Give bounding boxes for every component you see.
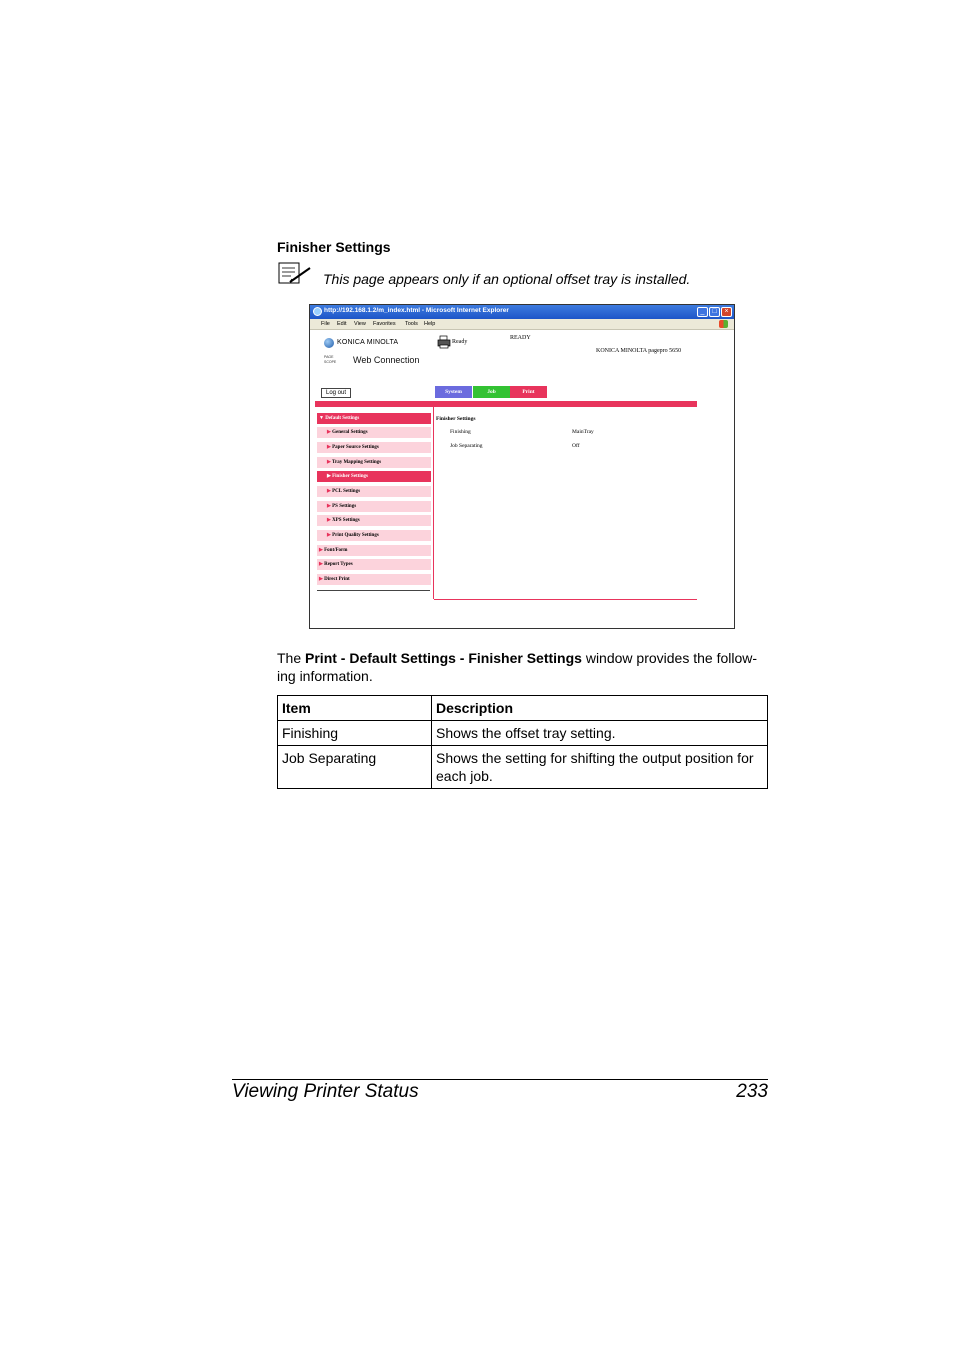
sidebar-item[interactable]: [317, 574, 431, 585]
sidebar-item[interactable]: [317, 530, 431, 541]
nav-divider: [317, 590, 430, 591]
menu-bar: [310, 319, 734, 330]
setting-label-job-separating: Job Separating: [450, 443, 483, 449]
printer-status-message: READY: [510, 335, 531, 341]
triangle-right-icon: ▶: [327, 430, 331, 435]
maximize-button[interactable]: □: [709, 307, 720, 317]
menu-edit[interactable]: Edit: [337, 321, 347, 327]
sidebar-item[interactable]: [317, 442, 431, 453]
description-paragraph: [277, 649, 769, 685]
content-divider: [433, 407, 434, 599]
printer-status: Ready: [452, 339, 468, 345]
sidebar-item[interactable]: [317, 457, 431, 468]
sidebar-item-label: PS Settings: [332, 504, 357, 509]
content-bottom-divider: [434, 599, 697, 600]
browser-screenshot: [309, 304, 735, 629]
pagescope-logo: PAGE SCOPE: [324, 355, 337, 364]
table-cell: Shows the setting for shifting the output position for each job.: [432, 746, 768, 789]
footer-title: Viewing Printer Status: [232, 1081, 419, 1102]
sidebar-item-label: Direct Print: [324, 577, 350, 582]
brand-name: KONICA MINOLTA: [337, 339, 399, 346]
table-header-item: Item: [278, 696, 432, 721]
close-button[interactable]: ×: [721, 307, 732, 317]
page-number: 233: [736, 1081, 768, 1102]
menu-favorites[interactable]: Favorites: [373, 321, 396, 327]
table-row: [278, 721, 768, 746]
sidebar-item[interactable]: [317, 559, 431, 570]
minimize-button[interactable]: _: [697, 307, 708, 317]
sidebar-item[interactable]: [317, 486, 431, 497]
table-header-row: [278, 696, 768, 721]
window-title: http://192.168.1.2/m_index.html - Microsoft Internet Explorer: [324, 307, 509, 314]
paragraph-text-post: window provides the follow-ing information.: [277, 650, 758, 684]
triangle-right-icon: ▶: [327, 474, 331, 479]
sidebar-item-label: Default Settings: [325, 416, 360, 421]
info-table: [277, 695, 768, 789]
triangle-right-icon: ▶: [319, 562, 323, 567]
sidebar-item-label: Finisher Settings: [332, 474, 368, 479]
paragraph-text-pre: The: [277, 650, 306, 666]
tab-job[interactable]: Job: [473, 386, 510, 398]
menu-tools[interactable]: Tools: [405, 321, 418, 327]
ie-icon: [313, 307, 322, 316]
triangle-down-icon: ▼: [319, 416, 324, 421]
triangle-right-icon: ▶: [327, 445, 331, 450]
tab-print[interactable]: Print: [510, 386, 547, 398]
windows-logo-icon: [719, 320, 728, 328]
section-heading: Finisher Settings: [277, 239, 391, 255]
table-cell: Job Separating: [278, 746, 432, 789]
tab-system[interactable]: System: [435, 386, 472, 398]
footer-rule: [232, 1079, 768, 1080]
menu-help[interactable]: Help: [424, 321, 436, 327]
sidebar-item-label: Paper Source Settings: [332, 445, 379, 450]
sidebar-item-label: Font/Form: [324, 548, 348, 553]
table-cell: Shows the offset tray setting.: [432, 721, 768, 746]
sidebar-item-label: Report Types: [324, 562, 353, 567]
triangle-right-icon: ▶: [327, 504, 331, 509]
product-name: Web Connection: [353, 355, 420, 365]
table-row: [278, 746, 768, 789]
triangle-right-icon: ▶: [327, 460, 331, 465]
note-pencil-icon: [278, 262, 314, 286]
printer-icon: [437, 335, 451, 349]
logout-button[interactable]: Log out: [321, 388, 351, 398]
sidebar-item[interactable]: [317, 427, 431, 438]
setting-value-job-separating: Off: [572, 443, 580, 449]
sidebar-item[interactable]: [317, 515, 431, 526]
setting-value-finishing: MainTray: [572, 429, 594, 435]
sidebar-item[interactable]: [317, 545, 431, 556]
printer-model: KONICA MINOLTA pagepro 5650: [596, 348, 682, 354]
triangle-right-icon: ▶: [319, 548, 323, 553]
setting-label-finishing: Finishing: [450, 429, 471, 435]
sidebar-item[interactable]: [317, 413, 431, 424]
table-cell: Finishing: [278, 721, 432, 746]
triangle-right-icon: ▶: [327, 518, 331, 523]
konica-minolta-logo-icon: [324, 338, 334, 348]
sidebar-item-label: Print Quality Settings: [332, 533, 379, 538]
header-divider: [315, 401, 697, 407]
sidebar-item[interactable]: [317, 471, 431, 482]
menu-view[interactable]: View: [354, 321, 366, 327]
sidebar-item-label: General Settings: [332, 430, 368, 435]
triangle-right-icon: ▶: [327, 533, 331, 538]
sidebar-item-label: PCL Settings: [332, 489, 361, 494]
sidebar-item[interactable]: [317, 501, 431, 512]
table-header-description: Description: [432, 696, 768, 721]
triangle-right-icon: ▶: [319, 577, 323, 582]
sidebar-item-label: XPS Settings: [332, 518, 360, 523]
sidebar-item-label: Tray Mapping Settings: [332, 460, 382, 465]
menu-file[interactable]: File: [321, 321, 330, 327]
content-title: Finisher Settings: [436, 416, 476, 422]
triangle-right-icon: ▶: [327, 489, 331, 494]
paragraph-window-name: Print - Default Settings - Finisher Settings: [305, 650, 582, 666]
note-text: This page appears only if an optional offset tray is installed.: [323, 271, 691, 287]
window-titlebar: [310, 305, 734, 319]
